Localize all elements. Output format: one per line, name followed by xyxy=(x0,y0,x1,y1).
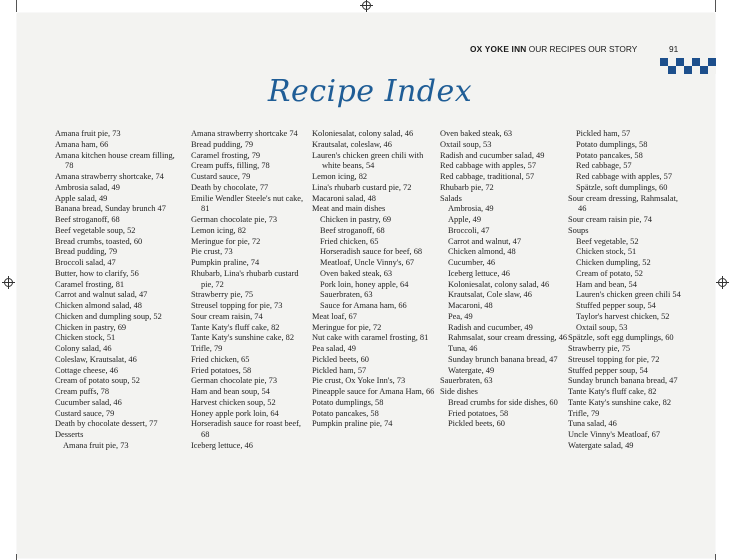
index-entry: Red cabbage, traditional, 57 xyxy=(440,172,535,181)
index-subentry: Radish and cucumber, 49 xyxy=(448,322,533,332)
index-entry: Krautsalat, coleslaw, 46 xyxy=(312,139,392,149)
registration-mark-icon xyxy=(362,1,371,10)
index-subentry: Oxtail soup, 53 xyxy=(576,322,628,332)
registration-mark-icon xyxy=(718,278,727,287)
index-entry: Amana kitchen house cream filling, 78 xyxy=(55,150,175,171)
index-entry: Broccoli salad, 47 xyxy=(55,258,116,267)
index-entry: Sour cream dressing, Rahmsalat, 46 xyxy=(568,193,679,214)
header-brand: OX YOKE INN xyxy=(470,44,527,54)
index-entry: Caramel frosting, 79 xyxy=(191,150,261,160)
index-entry: Pea salad, 49 xyxy=(312,344,356,353)
index-entry: Tante Katy's sunshine cake, 82 xyxy=(191,333,295,343)
index-entry: Coleslaw, Krautsalat, 46 xyxy=(55,354,137,364)
index-entry: Streusel topping for pie, 73 xyxy=(191,301,283,310)
index-subentry: Beef vegetable, 52 xyxy=(576,236,639,246)
index-entry: Tante Katy's sunshine cake, 82 xyxy=(568,397,672,407)
index-entry: Uncle Vinny's Meatloaf, 67 xyxy=(568,430,661,439)
index-entry: Cottage cheese, 46 xyxy=(55,365,119,375)
index-entry: Ambrosia salad, 49 xyxy=(55,182,120,192)
crop-mark xyxy=(16,0,17,12)
index-entry: Sour cream raisin, 74 xyxy=(191,311,263,321)
index-entry: Emilie Wendler Steele's nut cake, 81 xyxy=(191,193,304,214)
index-subentry: Carrot and walnut, 47 xyxy=(448,236,522,246)
index-entry: Tante Katy's fluff cake, 82 xyxy=(568,387,657,396)
index-subentry: Chicken stock, 51 xyxy=(576,247,637,257)
index-entry: Death by chocolate dessert, 77 xyxy=(55,419,158,429)
index-entry: Sauerbraten, 63 xyxy=(440,376,493,386)
index-subentry: Krautsalat, Cole slaw, 46 xyxy=(448,290,532,300)
index-entry: Meringue for pie, 72 xyxy=(312,322,382,332)
crop-mark xyxy=(715,554,716,560)
index-entry: Amana ham, 66 xyxy=(55,139,109,149)
index-entry: Bread pudding, 79 xyxy=(55,247,118,257)
index-entry: Radish and cucumber salad, 49 xyxy=(440,150,545,160)
index-subentry: Chicken dumpling, 52 xyxy=(576,258,651,267)
crop-mark xyxy=(715,0,716,12)
index-subentry: Iceberg lettuce, 46 xyxy=(448,268,510,278)
index-entry: Soups xyxy=(568,225,589,235)
index-entry: Potato dumplings, 58 xyxy=(312,397,384,407)
index-entry: Cucumber salad, 46 xyxy=(55,397,122,407)
index-entry: Fried potatoes, 58 xyxy=(191,365,252,375)
index-entry: Banana bread, Sunday brunch 47 xyxy=(55,204,166,214)
index-entry: Spätzle, soft egg dumplings, 60 xyxy=(568,333,674,343)
index-entry: Pie crust, Ox Yoke Inn's, 73 xyxy=(312,376,406,386)
index-entry: Strawberry pie, 75 xyxy=(191,290,254,300)
index-column-4 xyxy=(440,129,568,430)
index-entry: Rhubarb, Lina's rhubarb custard pie, 72 xyxy=(191,268,299,289)
running-header xyxy=(470,44,660,54)
index-entry: Tuna salad, 46 xyxy=(568,419,617,429)
index-entry: Beef vegetable soup, 52 xyxy=(55,225,136,235)
index-subentry: Tuna, 46 xyxy=(448,344,478,353)
index-subentry: Fried potatoes, 58 xyxy=(448,408,509,418)
index-entry: Nut cake with caramel frosting, 81 xyxy=(312,333,429,343)
index-entry: Pumpkin praline pie, 74 xyxy=(312,419,393,429)
index-subentry: Horseradish sauce for beef, 68 xyxy=(320,247,423,257)
index-entry: Meat loaf, 67 xyxy=(312,311,357,321)
index-subentry: Ambrosia, 49 xyxy=(448,204,494,214)
index-entry: Amana strawberry shortcake, 74 xyxy=(55,172,164,181)
index-entry: Pickled ham, 57 xyxy=(312,365,367,375)
index-entry: Trifle, 79 xyxy=(191,344,223,353)
index-subentry: Meatloaf, Uncle Vinny's, 67 xyxy=(320,258,415,267)
index-subentry: Cucumber, 46 xyxy=(448,258,496,267)
index-entry: Cream puffs, filling, 78 xyxy=(191,161,270,171)
index-entry: Lauren's chicken green chili with white beans, 54 xyxy=(312,150,424,171)
index-subentry: Red cabbage, 57 xyxy=(576,161,632,171)
index-entry: Meat and main dishes xyxy=(312,204,386,214)
index-entry: Streusel topping for pie, 72 xyxy=(568,354,660,364)
index-entry: Stuffed pepper soup, 54 xyxy=(568,365,648,375)
index-entry: Beef stroganoff, 68 xyxy=(55,215,120,224)
index-subentry: Fried chicken, 65 xyxy=(320,236,379,246)
index-column-5 xyxy=(568,129,686,452)
checkerboard-pattern xyxy=(660,58,716,74)
index-entry: Lemon icing, 82 xyxy=(191,225,247,235)
index-subentry: Stuffed pepper soup, 54 xyxy=(576,301,656,310)
index-entry: Honey apple pork loin, 64 xyxy=(191,408,279,418)
index-subentry: Sauce for Amana ham, 66 xyxy=(320,301,407,310)
index-subentry: Beef stroganoff, 68 xyxy=(320,225,385,235)
index-subentry: Watergate, 49 xyxy=(448,365,495,375)
index-subentry: Rahmsalat, sour cream dressing, 46 xyxy=(448,333,568,343)
index-column-3 xyxy=(312,129,436,430)
index-entry: Meringue for pie, 72 xyxy=(191,236,261,246)
index-entry: Chicken stock, 51 xyxy=(55,333,116,343)
index-subentry: Potato pancakes, 58 xyxy=(576,150,643,160)
index-entry: Strawberry pie, 75 xyxy=(568,344,631,353)
index-entry: Custard sauce, 79 xyxy=(191,172,251,181)
index-entry: Oven baked steak, 63 xyxy=(440,129,513,138)
index-entry: Cream puffs, 78 xyxy=(55,387,110,396)
index-entry: Fried chicken, 65 xyxy=(191,354,250,364)
index-entry: Desserts xyxy=(55,430,84,439)
index-entry: Horseradish sauce for roast beef, 68 xyxy=(191,419,301,439)
index-entry: Chicken and dumpling soup, 52 xyxy=(55,311,162,321)
index-subentry: Pickled ham, 57 xyxy=(576,129,631,138)
index-subentry: Sunday brunch banana bread, 47 xyxy=(448,354,558,364)
index-entry: Sour cream raisin pie, 74 xyxy=(568,215,652,224)
index-entry: German chocolate pie, 73 xyxy=(191,376,278,386)
index-subentry: Bread crumbs for side dishes, 60 xyxy=(448,397,558,407)
index-subentry: Pea, 49 xyxy=(448,311,473,321)
index-entry: Pineapple sauce for Amana Ham, 66 xyxy=(312,387,435,396)
index-subentry: Macaroni, 48 xyxy=(448,301,493,310)
index-entry: Apple salad, 49 xyxy=(55,193,108,203)
index-entry: Iceberg lettuce, 46 xyxy=(191,440,253,450)
index-subentry: Cream of potato, 52 xyxy=(576,268,643,278)
index-entry: Caramel frosting, 81 xyxy=(55,279,125,289)
index-entry: Salads xyxy=(440,193,462,203)
index-entry: German chocolate pie, 73 xyxy=(191,215,278,224)
registration-mark-icon xyxy=(4,278,13,287)
index-subentry: Broccoli, 47 xyxy=(448,225,490,235)
index-entry: Sunday brunch banana bread, 47 xyxy=(568,376,678,386)
index-entry: Bread pudding, 79 xyxy=(191,139,254,149)
index-entry: Butter, how to clarify, 56 xyxy=(55,268,139,278)
page-title: Recipe Index xyxy=(267,74,473,109)
index-entry: Macaroni salad, 48 xyxy=(312,193,376,203)
index-entry: Custard sauce, 79 xyxy=(55,408,115,418)
index-column-1 xyxy=(55,129,179,452)
index-entry: Oxtail soup, 53 xyxy=(440,139,492,149)
index-subentry: Oven baked steak, 63 xyxy=(320,268,393,278)
index-entry: Harvest chicken soup, 52 xyxy=(191,397,276,407)
index-entry: Amana strawberry shortcake 74 xyxy=(191,129,298,138)
index-entry: Koloniesalat, colony salad, 46 xyxy=(312,129,414,138)
index-subentry: Spätzle, soft dumplings, 60 xyxy=(576,182,668,192)
index-subentry: Amana fruit pie, 73 xyxy=(63,440,129,450)
index-entry: Lina's rhubarb custard pie, 72 xyxy=(312,182,412,192)
index-subentry: Chicken in pastry, 69 xyxy=(320,215,392,224)
index-entry: Pumpkin praline, 74 xyxy=(191,258,260,267)
index-subentry: Koloniesalat, colony salad, 46 xyxy=(448,279,550,289)
index-entry: Bread crumbs, toasted, 60 xyxy=(55,236,143,246)
index-entry: Chicken in pastry, 69 xyxy=(55,322,127,332)
index-entry: Lemon icing, 82 xyxy=(312,172,368,181)
index-entry: Colony salad, 46 xyxy=(55,344,112,353)
index-entry: Watergate salad, 49 xyxy=(568,440,634,450)
index-subentry: Red cabbage with apples, 57 xyxy=(576,172,673,181)
index-entry: Cream of potato soup, 52 xyxy=(55,376,140,386)
index-entry: Pickled beets, 60 xyxy=(312,354,369,364)
index-entry: Amana fruit pie, 73 xyxy=(55,129,121,138)
index-subentry: Lauren's chicken green chili 54 xyxy=(576,290,681,300)
index-subentry: Potato dumplings, 58 xyxy=(576,139,648,149)
index-entry: Pie crust, 73 xyxy=(191,247,233,257)
index-subentry: Taylor's harvest chicken, 52 xyxy=(576,311,670,321)
index-entry: Ham and bean soup, 54 xyxy=(191,387,270,396)
index-entry: Tante Katy's fluff cake, 82 xyxy=(191,322,280,332)
index-subentry: Ham and bean, 54 xyxy=(576,279,637,289)
index-entry: Potato pancakes, 58 xyxy=(312,408,379,418)
index-entry: Red cabbage with apples, 57 xyxy=(440,161,537,171)
index-subentry: Pork loin, honey apple, 64 xyxy=(320,279,409,289)
index-entry: Death by chocolate, 77 xyxy=(191,182,269,192)
index-subentry: Chicken almond, 48 xyxy=(448,247,516,257)
index-entry: Chicken almond salad, 48 xyxy=(55,301,142,310)
index-subentry: Apple, 49 xyxy=(448,215,482,224)
index-entry: Side dishes xyxy=(440,387,478,396)
index-subentry: Pickled beets, 60 xyxy=(448,419,505,429)
index-entry: Trifle, 79 xyxy=(568,408,600,418)
page-number: 91 xyxy=(669,44,679,54)
index-subentry: Sauerbraten, 63 xyxy=(320,290,373,300)
index-entry: Carrot and walnut salad, 47 xyxy=(55,290,148,300)
index-entry: Rhubarb pie, 72 xyxy=(440,182,494,192)
index-column-2 xyxy=(191,129,307,452)
header-nav: OUR RECIPES OUR STORY xyxy=(528,44,638,54)
